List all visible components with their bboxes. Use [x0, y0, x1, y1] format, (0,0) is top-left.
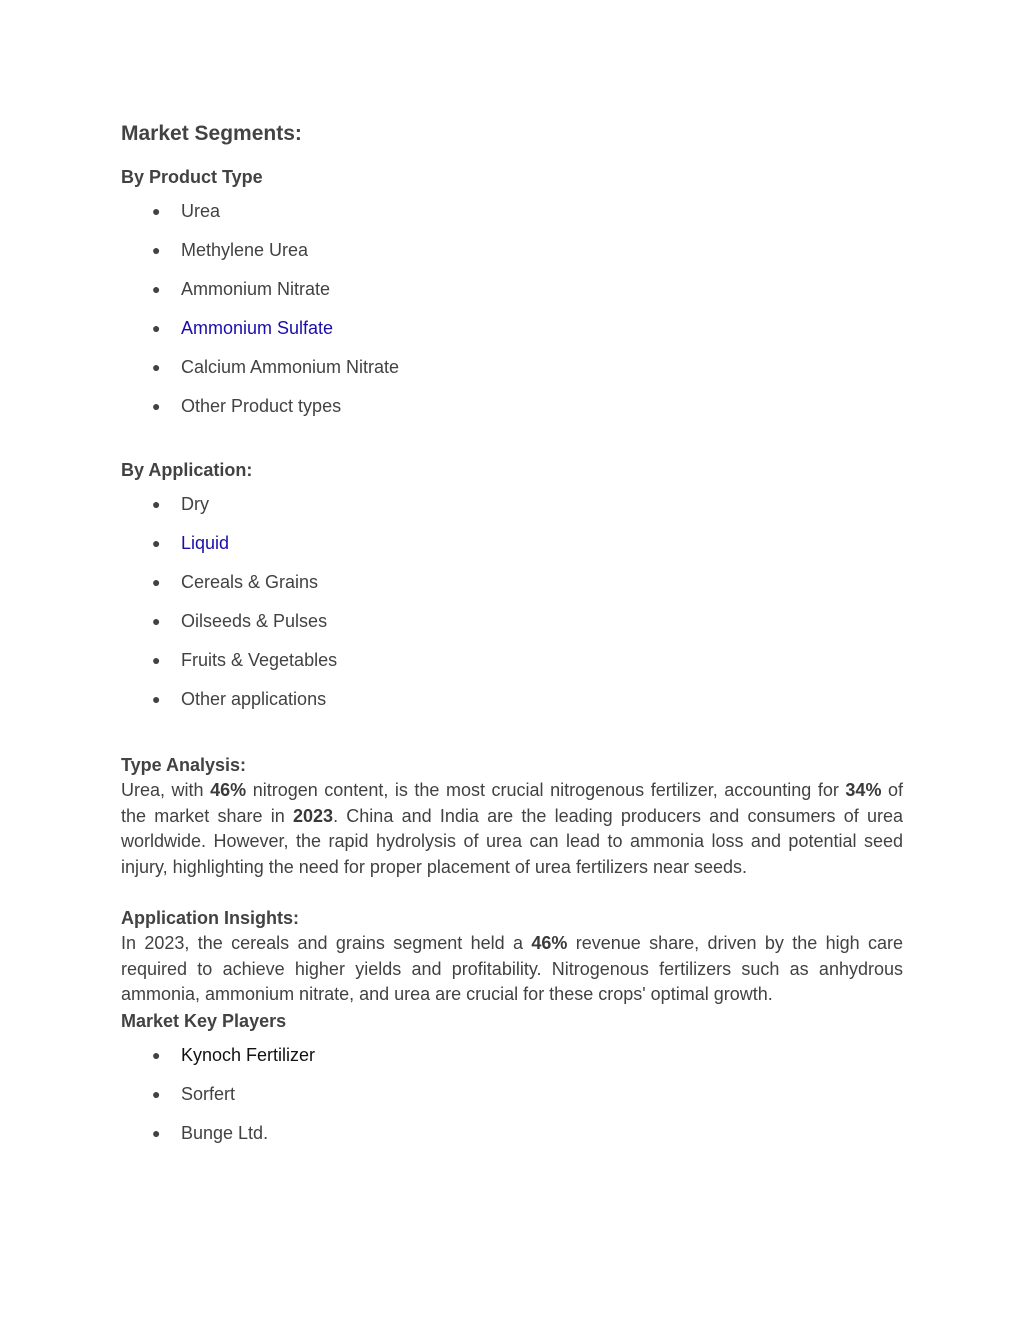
- bullet-icon: ●: [152, 1124, 161, 1141]
- list-item-text: Oilseeds & Pulses: [181, 611, 328, 631]
- bullet-icon: ●: [152, 1085, 161, 1102]
- page-title: Market Segments:: [121, 122, 302, 145]
- list-item: [121, 315, 903, 341]
- list-item: [121, 1120, 903, 1146]
- list-item: [121, 686, 903, 712]
- bullet-icon: ●: [152, 574, 161, 590]
- bullet-icon: ●: [152, 281, 161, 297]
- list-item: [121, 608, 903, 634]
- application-insights-paragraph: [121, 931, 903, 1008]
- list-item: [121, 569, 903, 595]
- paragraph-text: of the market share in: [121, 780, 904, 826]
- bullet-icon: ●: [152, 613, 161, 629]
- product-type-list: [121, 198, 903, 419]
- list-item: [121, 393, 903, 419]
- bullet-icon: ●: [152, 203, 161, 219]
- bold-value: 34%: [845, 780, 882, 800]
- type-analysis-heading: Type Analysis:: [121, 755, 247, 775]
- bold-value: 2023: [293, 805, 334, 826]
- application-list: [121, 491, 903, 712]
- bullet-icon: ●: [152, 242, 161, 258]
- product-type-heading: By Product Type: [121, 167, 263, 187]
- liquid-link[interactable]: Liquid: [181, 533, 230, 553]
- list-item-text: Other Product types: [181, 396, 342, 416]
- bullet-icon: ●: [152, 691, 161, 707]
- paragraph-text: Urea, with: [121, 780, 211, 800]
- type-analysis-paragraph: [121, 778, 903, 880]
- bullet-icon: ●: [152, 652, 161, 668]
- list-item-text: Dry: [181, 494, 209, 514]
- list-item-text: Methylene Urea: [181, 240, 309, 260]
- bullet-icon: ●: [152, 535, 161, 551]
- paragraph-text: In 2023, the cereals and grains segment held a: [121, 933, 532, 953]
- bullet-icon: ●: [152, 359, 161, 375]
- bold-value: 46%: [210, 780, 247, 800]
- document-content: [121, 118, 903, 1146]
- list-item-text: Fruits & Vegetables: [181, 650, 338, 670]
- list-item: [121, 276, 903, 302]
- list-item: [121, 237, 903, 263]
- list-item-text: Cereals & Grains: [181, 572, 319, 592]
- paragraph-text: revenue share, driven by the high care required to achieve higher yields and profitability. Nitrogenous fertilizers such as anhydrous ammonia, ammonium nitrate, and urea are crucial for these crops' optimal growth.: [121, 933, 904, 1004]
- list-item-text: Sorfert: [181, 1083, 236, 1104]
- bullet-icon: ●: [152, 320, 161, 336]
- key-players-heading: Market Key Players: [121, 1010, 287, 1031]
- list-item: [121, 1042, 903, 1068]
- list-item: [121, 354, 903, 380]
- list-item: [121, 530, 903, 556]
- list-item: [121, 1081, 903, 1107]
- list-item: [121, 491, 903, 517]
- paragraph-text: . China and India are the leading producers and consumers of urea worldwide. However, the rapid hydrolysis of urea can lead to ammonia loss and potential seed injury, highlighting the need for proper placement of urea fertilizers near seeds.: [121, 805, 903, 877]
- paragraph-text: nitrogen content, is the most crucial nitrogenous fertilizer, accounting for: [246, 780, 846, 800]
- application-heading: By Application:: [121, 460, 253, 480]
- bullet-icon: ●: [152, 398, 161, 414]
- list-item-text: Bunge Ltd.: [181, 1122, 269, 1143]
- bullet-icon: ●: [152, 496, 161, 512]
- list-item: [121, 198, 903, 224]
- list-item: [121, 647, 903, 673]
- list-item-text: Other applications: [181, 689, 327, 709]
- list-item-text: Ammonium Nitrate: [181, 279, 331, 299]
- list-item-text: Urea: [181, 201, 221, 221]
- application-insights-heading: Application Insights:: [121, 908, 299, 928]
- ammonium-sulfate-link[interactable]: Ammonium Sulfate: [181, 318, 334, 338]
- key-players-list: [121, 1042, 903, 1146]
- bold-value: 46%: [531, 933, 568, 953]
- list-item-text: Kynoch Fertilizer: [181, 1044, 316, 1065]
- bullet-icon: ●: [152, 1046, 161, 1063]
- list-item-text: Calcium Ammonium Nitrate: [181, 357, 400, 377]
